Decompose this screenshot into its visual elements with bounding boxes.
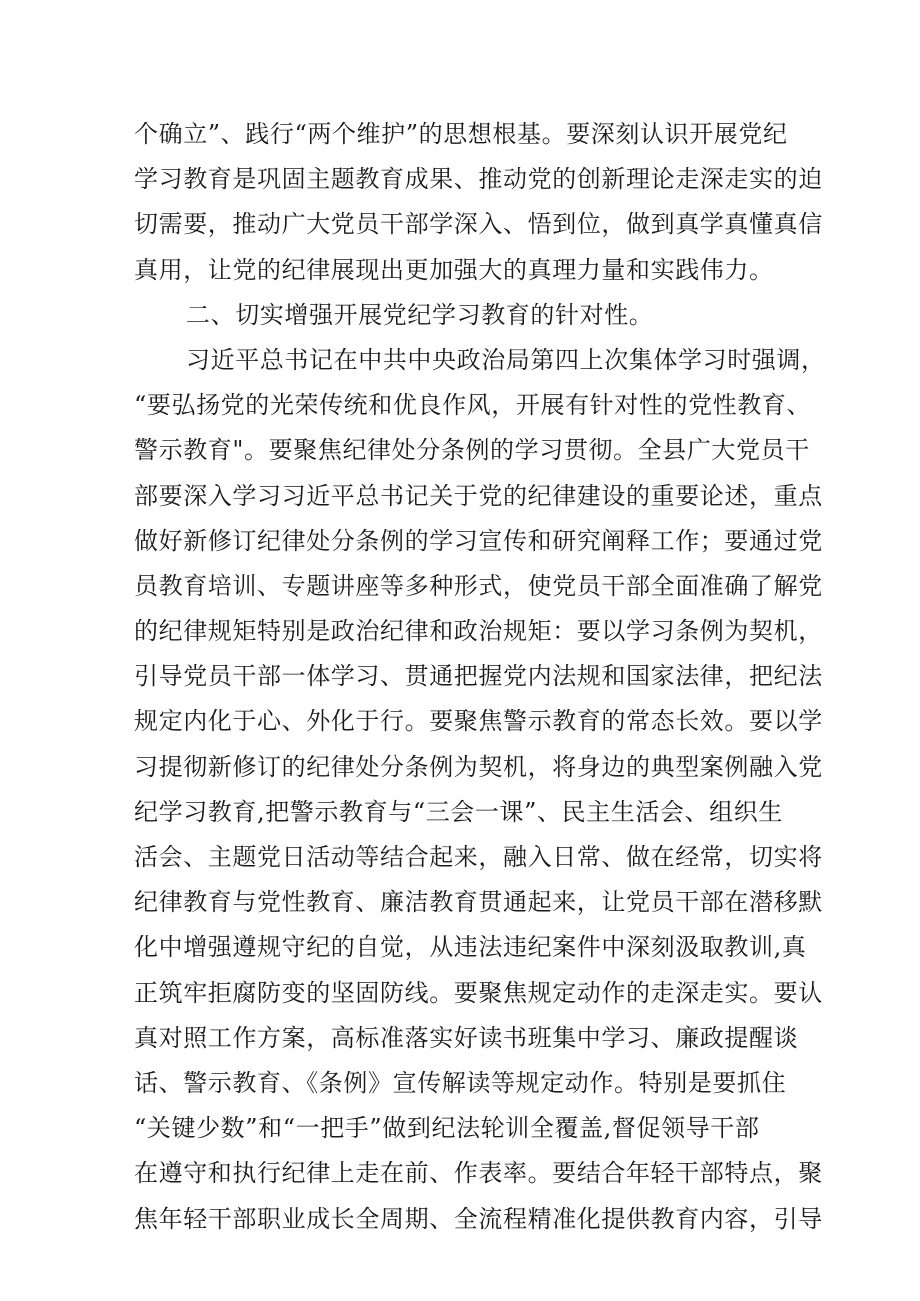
text-line: 纪律教育与党性教育、廉洁教育贯通起来，让党员干部在潜移默 bbox=[134, 888, 823, 917]
text-line: 话、警示教育、《条例》宣传解读等规定动作。特别是要抓住 bbox=[134, 1068, 787, 1097]
text-line: 真用，让党的纪律展现出更加强大的真理力量和实践伟力。 bbox=[134, 255, 774, 284]
text-line: 的纪律规矩特别是政治纪律和政治规矩：要以学习条例为契机， bbox=[134, 617, 823, 646]
text-line: 纪学习教育,把警示教育与“三会一课”、民主生活会、组织生 bbox=[134, 797, 783, 826]
text-line: 学习教育是巩固主题教育成果、推动党的创新理论走深走实的迫 bbox=[134, 165, 823, 194]
text-line: “要弘扬党的光荣传统和优良作风，开展有针对性的党性教育、 bbox=[134, 391, 812, 420]
section-heading: 二、切实增强开展党纪学习教育的针对性。 bbox=[186, 300, 654, 329]
text-line: 规定内化于心、外化于行。要聚焦警示教育的常态长效。要以学 bbox=[134, 707, 823, 736]
text-line: 做好新修订纪律处分条例的学习宣传和研究阐释工作；要通过党 bbox=[134, 526, 823, 555]
text-line: 习提彻新修订的纪律处分条例为契机，将身边的典型案例融入党 bbox=[134, 752, 823, 781]
text-line: 员教育培训、专题讲座等多种形式，使党员干部全面准确了解党 bbox=[134, 571, 823, 600]
paragraph-first-line: 习近平总书记在中共中央政治局第四上次集体学习时强调， bbox=[186, 345, 826, 374]
text-line: 在遵守和执行纪律上走在前、作表率。要结合年轻干部特点，聚 bbox=[134, 1159, 823, 1188]
text-line: 部要深入学习习近平总书记关于党的纪律建设的重要论述，重点 bbox=[134, 481, 823, 510]
text-line: 化中增强遵规守纪的自觉，从违法违纪案件中深刻汲取教训,真 bbox=[134, 933, 807, 962]
text-line: 活会、主题党日活动等结合起来，融入日常、做在经常，切实将 bbox=[134, 843, 823, 871]
text-line: 个确立”、践行“两个维护”的思想根基。要深刻认识开展党纪 bbox=[134, 120, 788, 148]
text-line: 正筑牢拒腐防变的坚固防线。要聚焦规定动作的走深走实。要认 bbox=[134, 978, 823, 1007]
text-line: 真对照工作方案，高标准落实好读书班集中学习、廉政提醒谈 bbox=[134, 1023, 799, 1052]
text-line: “关键少数”和“一把手”做到纪法轮训全覆盖,督促领导干部 bbox=[134, 1114, 760, 1143]
text-line: 警示教育"。要聚焦纪律处分条例的学习贯彻。全县广大党员干 bbox=[134, 436, 810, 465]
text-line: 焦年轻干部职业成长全周期、全流程精准化提供教育内容，引导 bbox=[134, 1204, 823, 1233]
text-line: 切需要，推动广大党员干部学深入、悟到位，做到真学真懂真信 bbox=[134, 210, 823, 239]
body-text bbox=[134, 112, 826, 1242]
text-line: 引导党员干部一体学习、贯通把握党内法规和国家法律，把纪法 bbox=[134, 662, 823, 691]
